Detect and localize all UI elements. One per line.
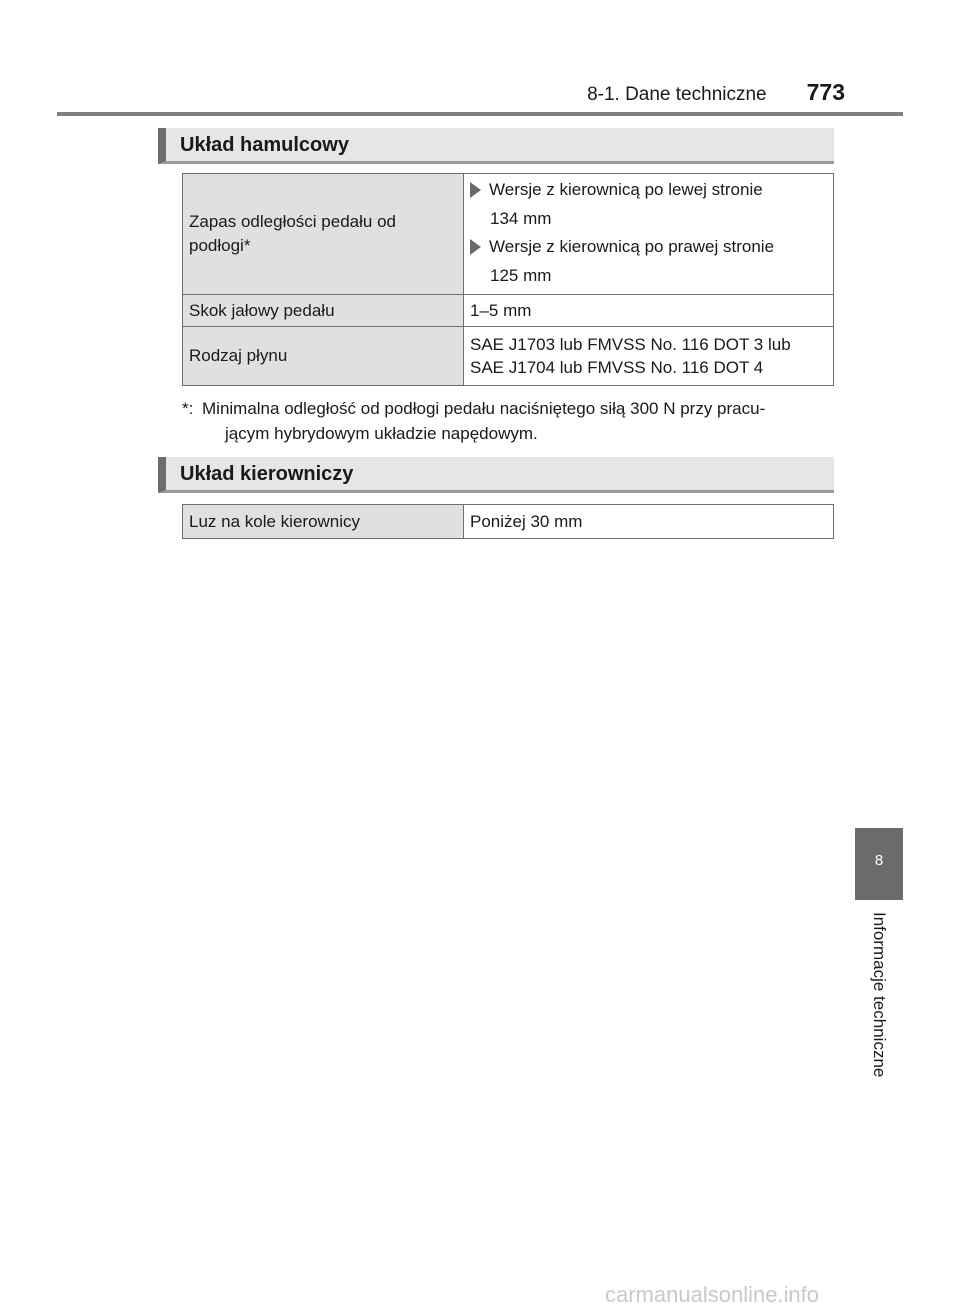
table-row xyxy=(183,327,834,386)
lhd-value: 134 mm xyxy=(490,209,552,228)
table-cell-value xyxy=(464,174,834,295)
steering-play-label: Luz na kole kierownicy xyxy=(183,505,464,539)
section-heading-brakes-text: Układ hamulcowy xyxy=(180,134,349,156)
section-heading-steering-text: Układ kierowniczy xyxy=(180,463,354,485)
watermark: carmanualsonline.info xyxy=(605,1282,820,1307)
chapter-tab xyxy=(855,828,903,900)
fluid-type-line2: SAE J1704 lub FMVSS No. 116 DOT 4 xyxy=(470,358,764,377)
triangle-bullet-icon xyxy=(470,239,481,255)
rhd-value: 125 mm xyxy=(490,266,552,285)
header-divider xyxy=(57,112,903,116)
footnote-line2: jącym hybrydowym układzie napędowym. xyxy=(225,424,538,443)
fluid-type-line1: SAE J1703 lub FMVSS No. 116 DOT 3 lub xyxy=(470,335,791,354)
brakes-spec-table xyxy=(182,173,834,386)
list-item xyxy=(470,233,827,261)
footnote-line1: Minimalna odległość od podłogi pedału naciśniętego siłą 300 N przy pracu- xyxy=(202,399,766,418)
page-number: 773 xyxy=(806,79,845,105)
chapter-number: 8 xyxy=(874,852,884,869)
rhd-label: Wersje z kierownicą po prawej stronie xyxy=(489,237,775,256)
chapter-side-label xyxy=(867,912,891,1102)
pedal-clearance-label: Zapas odległości pedału od podłogi* xyxy=(189,212,396,255)
fluid-type-value xyxy=(464,327,834,386)
triangle-bullet-icon xyxy=(470,182,481,198)
fluid-type-label: Rodzaj płynu xyxy=(183,327,464,386)
list-item xyxy=(470,176,827,204)
pedal-free-play-value: 1–5 mm xyxy=(464,295,834,327)
footnote-mark: *: xyxy=(182,399,194,418)
steering-spec-table xyxy=(182,504,834,539)
table-row xyxy=(183,295,834,327)
lhd-label: Wersje z kierownicą po lewej stronie xyxy=(489,180,763,199)
section-heading-steering xyxy=(158,457,834,493)
chapter-side-label-text: Informacje techniczne xyxy=(870,912,889,1078)
section-heading-brakes xyxy=(158,128,834,164)
footnote xyxy=(182,396,842,446)
table-row xyxy=(183,505,834,539)
table-row xyxy=(183,174,834,295)
steering-play-value: Poniżej 30 mm xyxy=(464,505,834,539)
pedal-free-play-label: Skok jałowy pedału xyxy=(183,295,464,327)
header-section-title: 8-1. Dane techniczne xyxy=(587,84,767,105)
page-header xyxy=(0,76,845,106)
table-cell-label xyxy=(183,174,464,295)
